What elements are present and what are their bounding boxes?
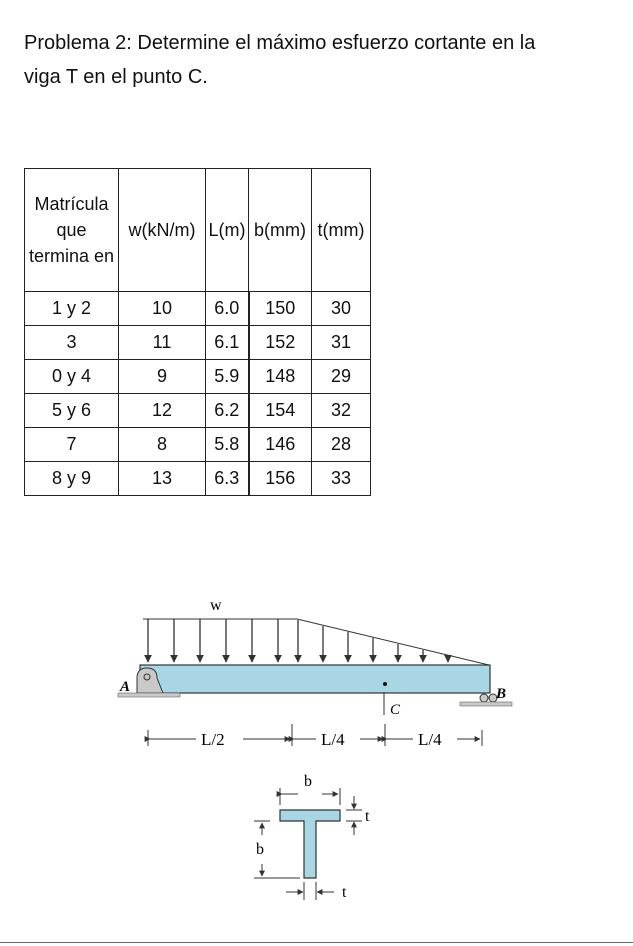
header-b: b(mm) <box>249 169 312 292</box>
support-b-label: B <box>496 686 507 702</box>
cell-w: 9 <box>119 360 206 394</box>
t-section <box>254 773 370 901</box>
distributed-load <box>143 597 489 665</box>
cell-l: 5.9 <box>206 360 249 394</box>
cell-matricula: 7 <box>25 428 119 462</box>
beam <box>140 665 490 693</box>
cell-w: 13 <box>119 462 206 496</box>
cell-w: 11 <box>119 326 206 360</box>
beam-figure <box>0 580 633 920</box>
section-b-side-label: b <box>256 841 264 858</box>
header-l: L(m) <box>206 169 249 292</box>
header-matricula: Matrícula que termina en <box>25 169 119 292</box>
dim-quarter-2-label: L/4 <box>418 730 442 749</box>
cell-w: 8 <box>119 428 206 462</box>
problem-line-1: Problema 2: Determine el máximo esfuerzo cortante en la <box>24 32 536 54</box>
cell-w: 10 <box>119 292 206 326</box>
point-c-label: C <box>390 702 401 718</box>
section-t-right-label: t <box>365 808 370 825</box>
cell-l: 6.3 <box>206 462 249 496</box>
header-t: t(mm) <box>312 169 371 292</box>
table-row <box>25 292 371 326</box>
cell-b: 150 <box>249 292 312 326</box>
cell-t: 29 <box>312 360 371 394</box>
table-row <box>25 360 371 394</box>
cell-t: 32 <box>312 394 371 428</box>
cell-l: 5.8 <box>206 428 249 462</box>
cell-matricula: 3 <box>25 326 119 360</box>
cell-b: 148 <box>249 360 312 394</box>
bottom-divider <box>0 942 633 943</box>
cell-l: 6.1 <box>206 326 249 360</box>
cell-w: 12 <box>119 394 206 428</box>
cell-l: 6.0 <box>206 292 249 326</box>
dim-half-label: L/2 <box>201 730 225 749</box>
cell-b: 154 <box>249 394 312 428</box>
problem-line-2: viga T en el punto C. <box>24 66 208 88</box>
load-outline <box>143 619 489 665</box>
table-row <box>25 326 371 360</box>
cell-t: 31 <box>312 326 371 360</box>
table-row <box>25 394 371 428</box>
cell-b: 146 <box>249 428 312 462</box>
point-c-dot <box>383 682 387 686</box>
cell-b: 152 <box>249 326 312 360</box>
cell-l: 6.2 <box>206 394 249 428</box>
cell-t: 28 <box>312 428 371 462</box>
table-row <box>25 428 371 462</box>
problem-statement <box>24 26 614 94</box>
header-w: w(kN/m) <box>119 169 206 292</box>
data-table <box>24 168 371 496</box>
support-a-label: A <box>120 679 131 695</box>
cell-t: 33 <box>312 462 371 496</box>
cell-b: 156 <box>249 462 312 496</box>
section-t-bottom-label: t <box>342 884 347 901</box>
table-row <box>25 462 371 496</box>
cell-matricula: 5 y 6 <box>25 394 119 428</box>
table-header-row <box>25 169 371 292</box>
cell-t: 30 <box>312 292 371 326</box>
load-arrows <box>148 619 448 662</box>
load-label: w <box>210 597 222 614</box>
section-b-top-label: b <box>304 773 312 790</box>
cell-matricula: 1 y 2 <box>25 292 119 326</box>
cell-matricula: 8 y 9 <box>25 462 119 496</box>
cell-matricula: 0 y 4 <box>25 360 119 394</box>
dim-quarter-1-label: L/4 <box>321 730 345 749</box>
